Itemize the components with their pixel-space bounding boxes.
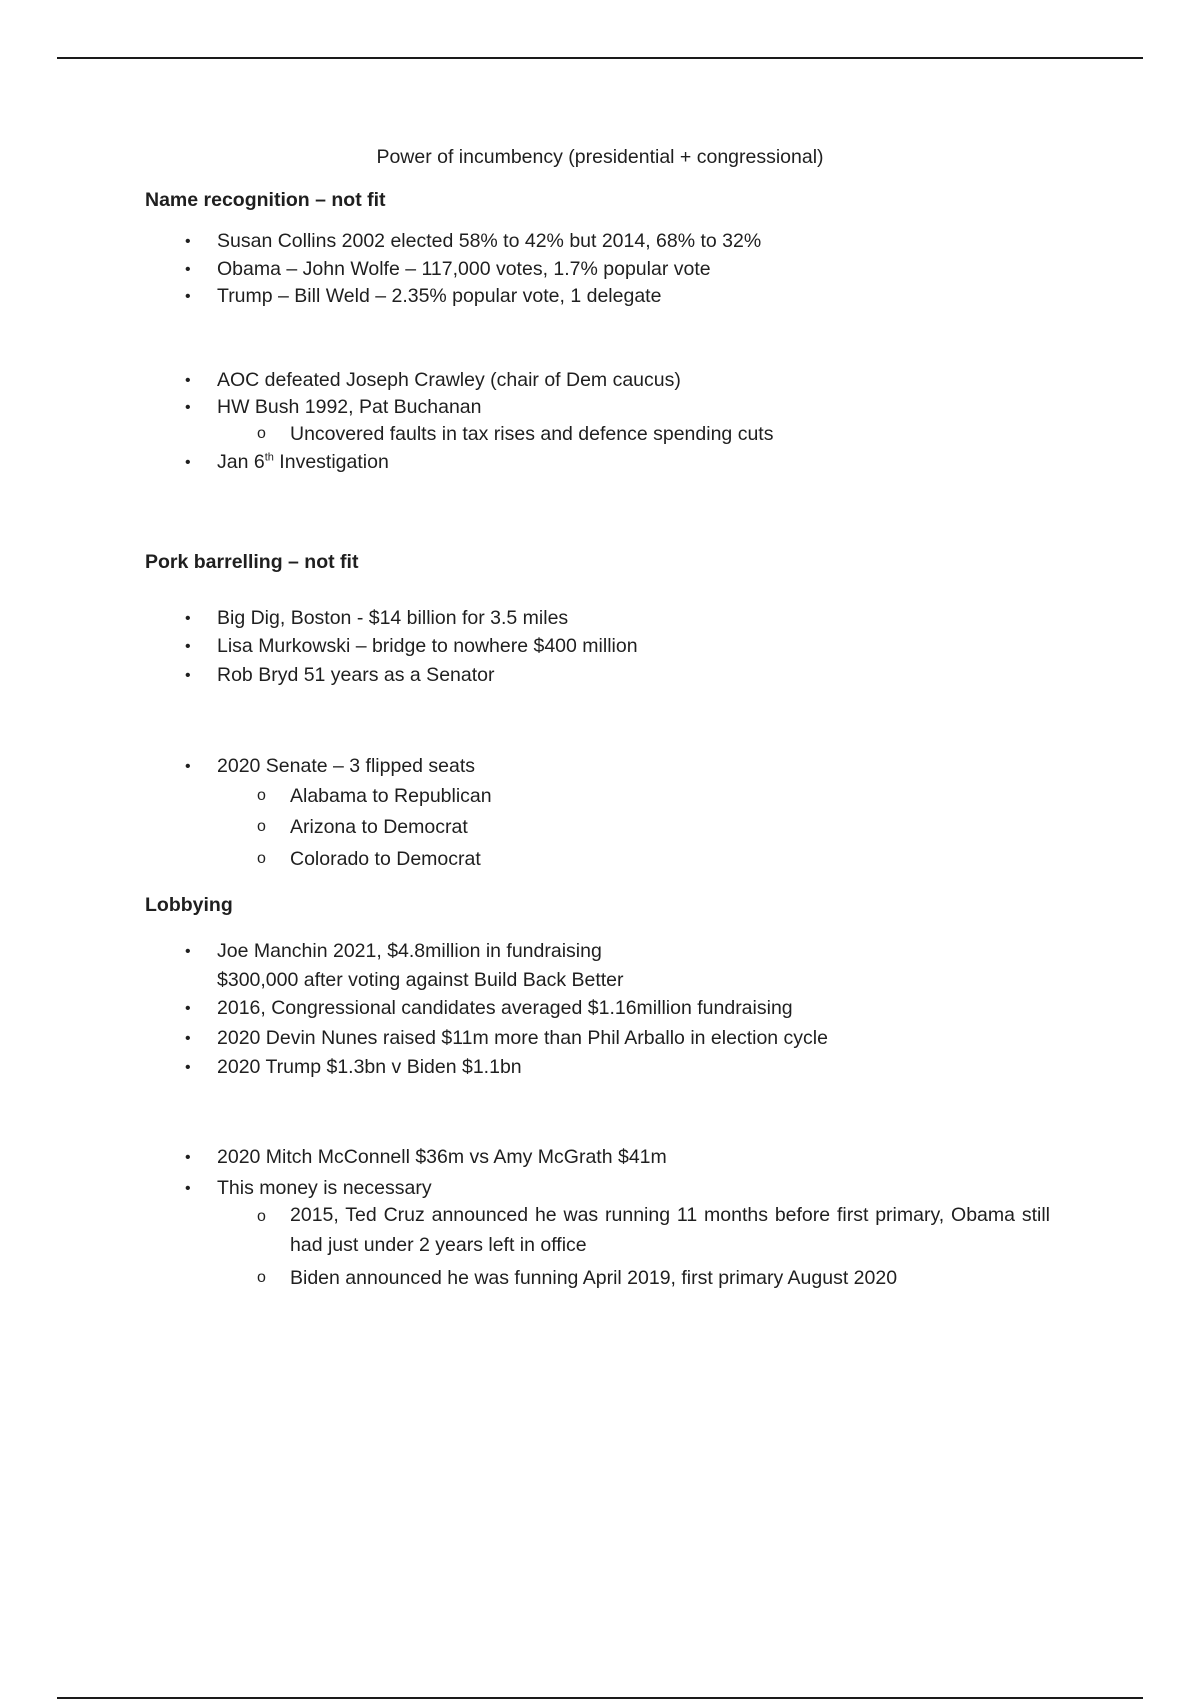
list-item: HW Bush 1992, Pat Buchanan <box>217 396 482 418</box>
list-item: 2016, Congressional candidates averaged $1.16million fundraising <box>217 997 793 1019</box>
bullet-icon: • <box>185 372 191 389</box>
jan-suffix: Investigation <box>273 451 389 473</box>
bullet-icon: • <box>185 399 191 416</box>
list-item-jan-6 <box>217 451 389 474</box>
list-item: Susan Collins 2002 elected 58% to 42% but 2014, 68% to 32% <box>217 230 762 252</box>
sub-list-item: 2015, Ted Cruz announced he was running 11 months before first primary, Obama still had just under 2 years left in office <box>290 1204 1050 1256</box>
list-item: AOC defeated Joseph Crawley (chair of Dem caucus) <box>217 369 681 391</box>
list-item: 2020 Devin Nunes raised $11m more than Phil Arballo in election cycle <box>217 1027 828 1049</box>
jan-superscript: th <box>264 451 274 464</box>
heading-name-recognition: Name recognition – not fit <box>145 189 386 211</box>
page-title: Power of incumbency (presidential + congressional) <box>376 146 824 168</box>
list-item: 2020 Senate – 3 flipped seats <box>217 755 476 777</box>
bullet-icon: • <box>185 1000 191 1017</box>
bullet-icon: • <box>185 261 191 278</box>
bullet-icon: • <box>185 1059 191 1076</box>
bullet-icon: • <box>185 638 191 655</box>
header-rule <box>57 57 1143 59</box>
list-item: 2020 Mitch McConnell $36m vs Amy McGrath $41m <box>217 1146 667 1168</box>
list-item: Lisa Murkowski – bridge to nowhere $400 million <box>217 635 638 657</box>
sub-list-item: Colorado to Democrat <box>290 848 481 870</box>
sub-list-item: Biden announced he was funning April 2019, first primary August 2020 <box>290 1267 898 1289</box>
bullet-icon: • <box>185 1030 191 1047</box>
heading-pork-barrelling: Pork barrelling – not fit <box>145 551 359 573</box>
list-item: 2020 Trump $1.3bn v Biden $1.1bn <box>217 1056 522 1078</box>
list-item: Joe Manchin 2021, $4.8million in fundraising <box>217 940 602 962</box>
list-item: This money is necessary <box>217 1177 432 1199</box>
list-item-continuation: $300,000 after voting against Build Back Better <box>217 969 624 991</box>
jan-prefix: Jan 6 <box>217 451 265 473</box>
bullet-icon: • <box>185 1149 191 1166</box>
sub-bullet-icon: o <box>257 1269 266 1286</box>
list-item: Big Dig, Boston - $14 billion for 3.5 miles <box>217 607 569 629</box>
list-item: Rob Bryd 51 years as a Senator <box>217 664 495 686</box>
bullet-icon: • <box>185 288 191 305</box>
sub-bullet-icon: o <box>257 850 266 867</box>
heading-lobbying: Lobbying <box>145 894 233 916</box>
sub-bullet-icon: o <box>257 1208 266 1225</box>
bullet-icon: • <box>185 1180 191 1197</box>
bullet-icon: • <box>185 667 191 684</box>
bullet-icon: • <box>185 610 191 627</box>
sub-list-item: Alabama to Republican <box>290 785 492 807</box>
sub-list-item: Uncovered faults in tax rises and defence spending cuts <box>290 423 774 445</box>
list-item: Trump – Bill Weld – 2.35% popular vote, 1 delegate <box>217 285 662 307</box>
bullet-icon: • <box>185 454 191 471</box>
sub-bullet-icon: o <box>257 425 266 442</box>
bullet-icon: • <box>185 943 191 960</box>
sub-bullet-icon: o <box>257 787 266 804</box>
bullet-icon: • <box>185 758 191 775</box>
sub-bullet-icon: o <box>257 818 266 835</box>
footer-rule <box>57 1697 1143 1699</box>
list-item: Obama – John Wolfe – 117,000 votes, 1.7% popular vote <box>217 258 711 280</box>
sub-list-item: Arizona to Democrat <box>290 816 468 838</box>
bullet-icon: • <box>185 233 191 250</box>
